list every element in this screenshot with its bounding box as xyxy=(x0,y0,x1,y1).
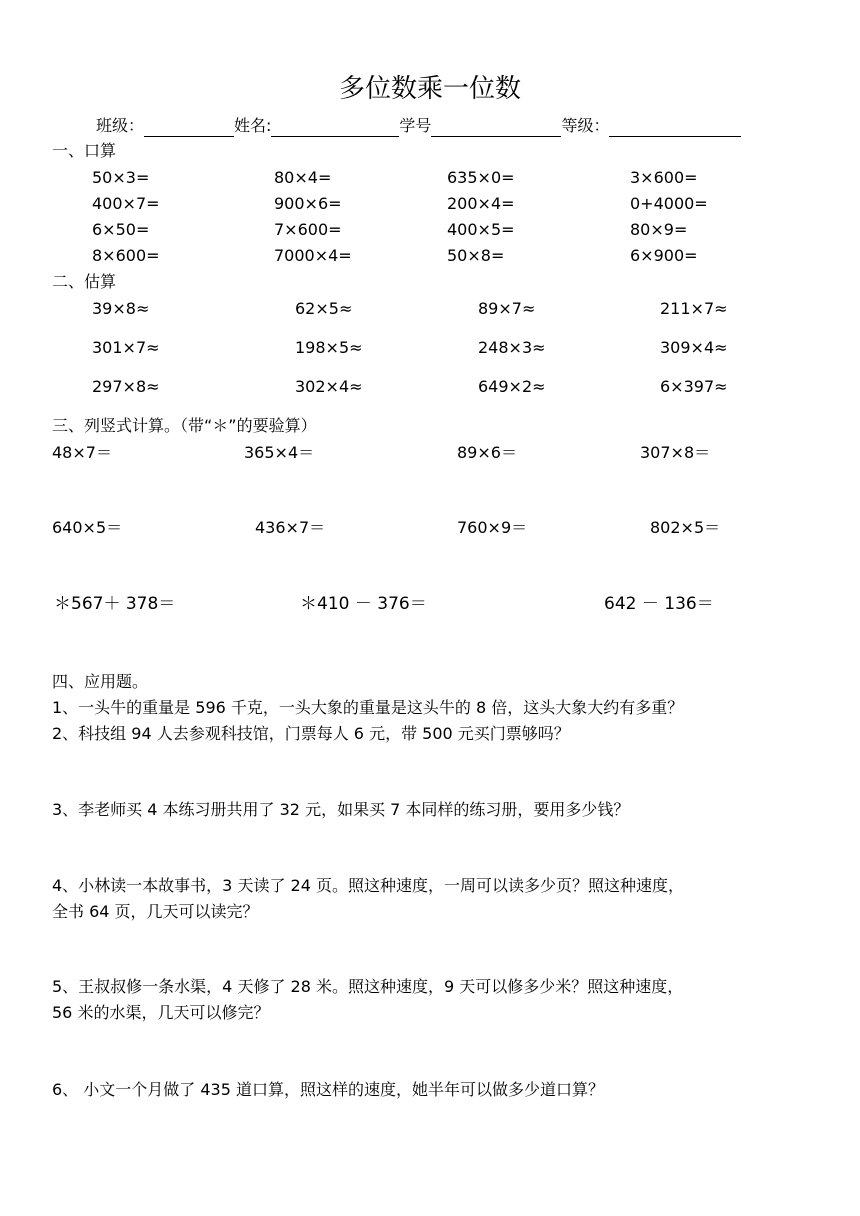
grade-label: 等级： xyxy=(561,116,610,135)
estimate-item: 39×8≈ xyxy=(92,299,150,318)
estimate-item: 62×5≈ xyxy=(295,299,353,318)
oral-item: 8×600= xyxy=(92,246,160,265)
vertical-item: ＊567＋ 378＝ xyxy=(54,594,176,614)
estimate-item: 649×2≈ xyxy=(478,377,546,396)
oral-item: 50×3= xyxy=(92,168,150,187)
vertical-item: 802×5＝ xyxy=(650,518,721,537)
oral-item: 80×9= xyxy=(630,220,688,239)
vertical-item: 642 － 136＝ xyxy=(604,594,714,614)
estimate-item: 211×7≈ xyxy=(660,299,728,318)
estimate-item: 89×7≈ xyxy=(478,299,536,318)
applied-question-2: 2、科技组 94 人去参观科技馆，门票每人 6 元，带 500 元买门票够吗？ xyxy=(52,724,570,743)
page-title: 多位数乘一位数 xyxy=(338,74,521,104)
name-label: 姓名: xyxy=(234,116,272,135)
section-applied-heading: 四、应用题。 xyxy=(52,672,149,691)
applied-question-4-line1: 4、小林读一本故事书，3 天读了 24 页。照这种速度，一周可以读多少页？照这种速度， xyxy=(52,876,684,895)
oral-item: 400×7= xyxy=(92,194,160,213)
oral-item: 200×4= xyxy=(447,194,515,213)
student-info-line xyxy=(96,115,741,139)
oral-item: 900×6= xyxy=(274,194,342,213)
oral-item: 0+4000= xyxy=(630,194,708,213)
vertical-item: 760×9＝ xyxy=(457,518,528,537)
estimate-item: 248×3≈ xyxy=(478,338,546,357)
vertical-item: 89×6＝ xyxy=(457,443,517,462)
oral-item: 6×50= xyxy=(92,220,150,239)
id-blank[interactable] xyxy=(431,118,561,137)
estimate-item: 309×4≈ xyxy=(660,338,728,357)
oral-item: 6×900= xyxy=(630,246,698,265)
class-label: 班级： xyxy=(96,116,145,135)
applied-question-5-line1: 5、王叔叔修一条水渠，4 天修了 28 米。照这种速度，9 天可以修多少米？照这种速度， xyxy=(52,977,684,996)
grade-blank[interactable] xyxy=(609,118,741,137)
applied-question-5-line2: 56 米的水渠，几天可以修完？ xyxy=(52,1003,270,1022)
oral-item: 400×5= xyxy=(447,220,515,239)
estimate-item: 301×7≈ xyxy=(92,338,160,357)
id-label: 学号 xyxy=(399,116,432,135)
class-blank[interactable] xyxy=(144,118,234,137)
applied-question-3: 3、李老师买 4 本练习册共用了 32 元，如果买 7 本同样的练习册，要用多少钱？ xyxy=(52,800,630,819)
estimate-item: 302×4≈ xyxy=(295,377,363,396)
oral-item: 7×600= xyxy=(274,220,342,239)
oral-item: 50×8= xyxy=(447,246,505,265)
section-vertical-heading: 三、列竖式计算。（带“＊”的要验算） xyxy=(52,416,317,435)
estimate-item: 6×397≈ xyxy=(660,377,728,396)
oral-item: 3×600= xyxy=(630,168,698,187)
vertical-item: 307×8＝ xyxy=(640,443,711,462)
oral-item: 635×0= xyxy=(447,168,515,187)
applied-question-6: 6、 小文一个月做了 435 道口算，照这样的速度，她半年可以做多少道口算？ xyxy=(52,1080,604,1099)
vertical-item: 640×5＝ xyxy=(52,518,123,537)
oral-item: 7000×4= xyxy=(274,246,352,265)
name-blank[interactable] xyxy=(271,118,399,137)
applied-question-1: 1、一头牛的重量是 596 千克，一头大象的重量是这头牛的 8 倍，这头大象大约有多重？ xyxy=(52,698,684,717)
vertical-item: 365×4＝ xyxy=(244,443,315,462)
applied-question-4-line2: 全书 64 页，几天可以读完？ xyxy=(52,902,259,921)
estimate-item: 297×8≈ xyxy=(92,377,160,396)
section-estimate-heading: 二、估算 xyxy=(52,272,117,291)
oral-item: 80×4= xyxy=(274,168,332,187)
vertical-item: ＊410 － 376＝ xyxy=(300,594,427,614)
vertical-item: 436×7＝ xyxy=(255,518,326,537)
vertical-item: 48×7＝ xyxy=(52,443,112,462)
estimate-item: 198×5≈ xyxy=(295,338,363,357)
section-oral-heading: 一、口算 xyxy=(52,141,117,160)
